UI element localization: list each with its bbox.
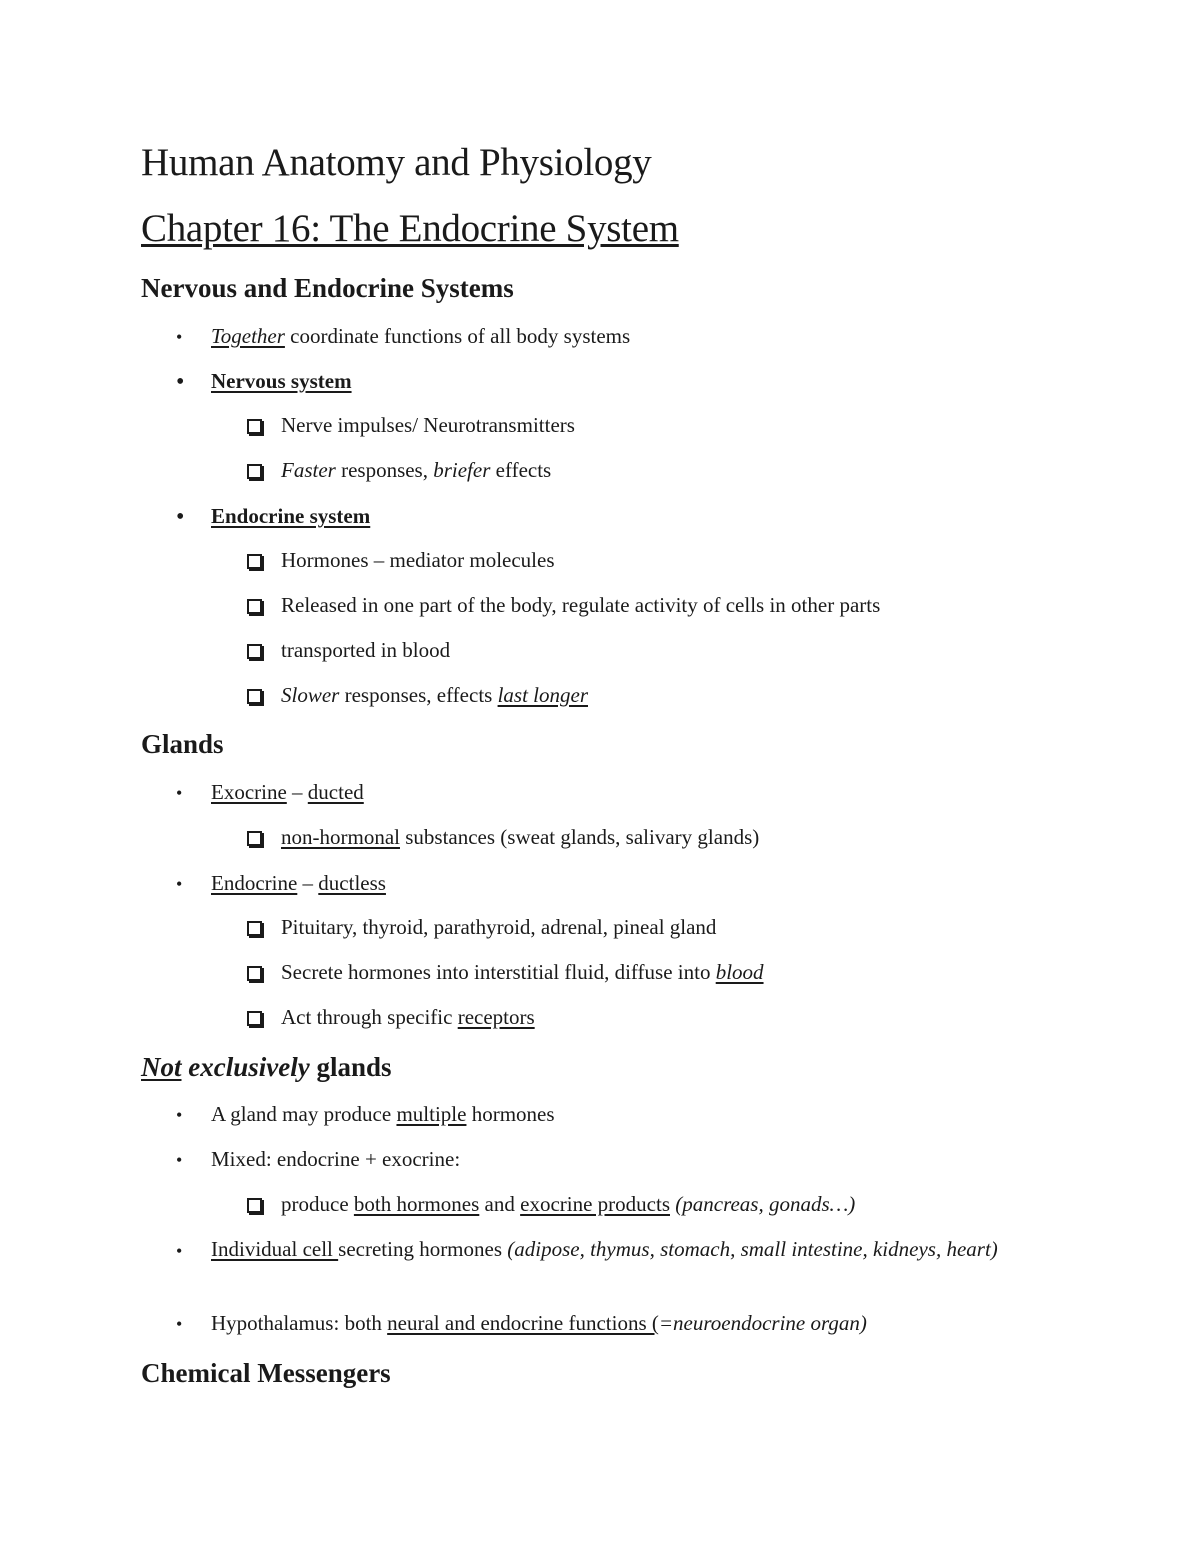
checkbox-icon: [247, 599, 262, 614]
section-heading-glands: Glands: [141, 729, 224, 759]
sub-list-item: non-hormonal substances (sweat glands, salivary glands): [281, 825, 760, 849]
bullet-icon: •: [176, 327, 183, 347]
section-heading-nervous-endocrine: Nervous and Endocrine Systems: [141, 273, 514, 303]
sub-list-item: Released in one part of the body, regulate activity of cells in other parts: [281, 593, 881, 617]
list-item: Endocrine system: [211, 504, 371, 528]
checkbox-icon: [247, 689, 262, 704]
list-item: Individual cell secreting hormones (adipose, thymus, stomach, small intestine, kidneys, heart): [211, 1237, 998, 1261]
checkbox-icon: [247, 1011, 262, 1026]
section-heading-chemical-messengers: Chemical Messengers: [141, 1358, 391, 1388]
checkbox-icon: [247, 831, 262, 846]
list-item: Exocrine – ducted: [211, 780, 364, 804]
checkbox-icon: [247, 1198, 262, 1213]
checkbox-icon: [247, 921, 262, 936]
checkbox-icon: [247, 966, 262, 981]
document-title: Human Anatomy and Physiology: [141, 141, 652, 184]
section-heading-not-exclusively-glands: Not exclusively glands: [141, 1052, 392, 1082]
sub-list-item: Slower responses, effects last longer: [281, 683, 588, 707]
sub-list-item: transported in blood: [281, 638, 451, 662]
bullet-icon: •: [176, 1105, 183, 1125]
bullet-icon: •: [176, 1150, 183, 1170]
list-item: Mixed: endocrine + exocrine:: [211, 1147, 461, 1171]
bullet-icon: •: [176, 874, 183, 894]
checkbox-icon: [247, 419, 262, 434]
sub-list-item: Nerve impulses/ Neurotransmitters: [281, 413, 575, 437]
bullet-icon: •: [176, 1314, 183, 1334]
list-item: Endocrine – ductless: [211, 871, 386, 895]
list-item: A gland may produce multiple hormones: [211, 1102, 555, 1126]
sub-list-item: Faster responses, briefer effects: [281, 458, 552, 482]
bullet-icon: •: [176, 783, 183, 803]
list-item: Together coordinate functions of all body systems: [211, 324, 631, 348]
checkbox-icon: [247, 554, 262, 569]
sub-list-item: Act through specific receptors: [281, 1005, 535, 1029]
bullet-icon: •: [176, 369, 185, 395]
chapter-title: Chapter 16: The Endocrine System: [141, 207, 679, 250]
bullet-icon: •: [176, 504, 185, 530]
bullet-icon: •: [176, 1241, 183, 1261]
sub-list-item: Pituitary, thyroid, parathyroid, adrenal, pineal gland: [281, 915, 717, 939]
sub-list-item: produce both hormones and exocrine products (pancreas, gonads…): [281, 1192, 856, 1216]
list-item: Hypothalamus: both neural and endocrine functions (=neuroendocrine organ): [211, 1311, 867, 1335]
checkbox-icon: [247, 464, 262, 479]
checkbox-icon: [247, 644, 262, 659]
sub-list-item: Hormones – mediator molecules: [281, 548, 555, 572]
list-item: Nervous system: [211, 369, 352, 393]
sub-list-item: Secrete hormones into interstitial fluid, diffuse into blood: [281, 960, 764, 984]
